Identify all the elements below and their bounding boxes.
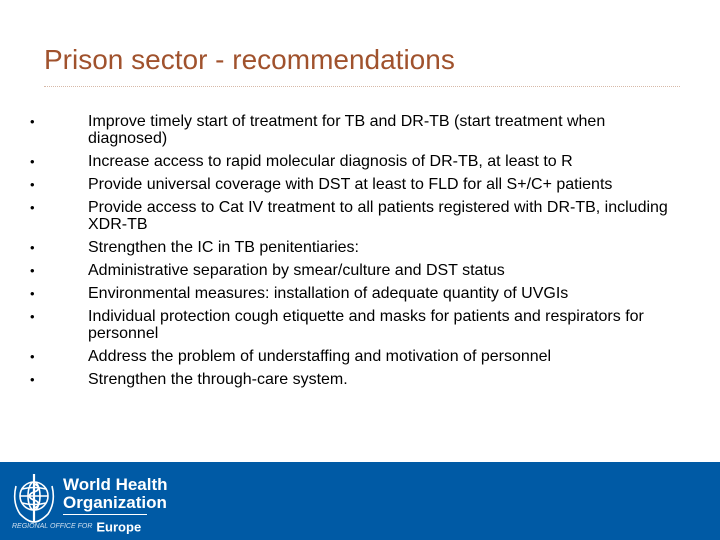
bullet-marker: • — [30, 240, 35, 255]
org-name-line2: Organization — [63, 493, 167, 512]
list-item-text: Administrative separation by smear/culture and DST status — [88, 262, 505, 279]
list-item — [28, 308, 678, 342]
region-label — [12, 518, 192, 536]
region-small-text: REGIONAL OFFICE FOR — [12, 523, 93, 531]
bullet-marker: • — [30, 154, 35, 169]
list-item-text: Provide universal coverage with DST at least to FLD for all S+/C+ patients — [88, 176, 613, 193]
list-item — [28, 348, 678, 365]
list-item-text: Increase access to rapid molecular diagnosis of DR-TB, at least to R — [88, 153, 573, 170]
footer-bar — [0, 462, 720, 540]
bullet-marker: • — [30, 114, 35, 129]
org-divider — [63, 514, 147, 515]
list-item — [28, 262, 678, 279]
bullet-marker: • — [30, 177, 35, 192]
list-item — [28, 113, 678, 147]
slide-title: Prison sector - recommendations — [44, 44, 455, 75]
bullet-marker: • — [30, 372, 35, 387]
bullet-marker: • — [30, 349, 35, 364]
bullet-marker: • — [30, 286, 35, 301]
list-item — [28, 176, 678, 193]
org-name-line1: World Health — [63, 475, 168, 494]
list-item-text: Strengthen the through-care system. — [88, 371, 348, 388]
bullet-list — [28, 113, 678, 394]
org-name — [63, 476, 168, 512]
list-item-text: Strengthen the IC in TB penitentiaries: — [88, 239, 359, 256]
list-item-text: Improve timely start of treatment for TB and DR-TB (start treatment when diagnosed) — [88, 113, 606, 147]
list-item — [28, 239, 678, 256]
bullet-marker: • — [30, 200, 35, 215]
title-divider — [44, 86, 680, 87]
list-item-text: Environmental measures: installation of adequate quantity of UVGIs — [88, 285, 569, 302]
list-item — [28, 285, 678, 302]
list-item — [28, 371, 678, 388]
list-item — [28, 199, 678, 233]
list-item-text: Address the problem of understaffing and motivation of personnel — [88, 348, 552, 365]
bullet-marker: • — [30, 263, 35, 278]
list-item-text: Provide access to Cat IV treatment to all patients registered with DR-TB, including XDR-TB — [88, 199, 668, 233]
list-item-text: Individual protection cough etiquette and masks for patients and respirators for personnel — [88, 308, 644, 342]
region-name: Europe — [96, 519, 142, 535]
bullet-marker: • — [30, 309, 35, 324]
list-item — [28, 153, 678, 170]
